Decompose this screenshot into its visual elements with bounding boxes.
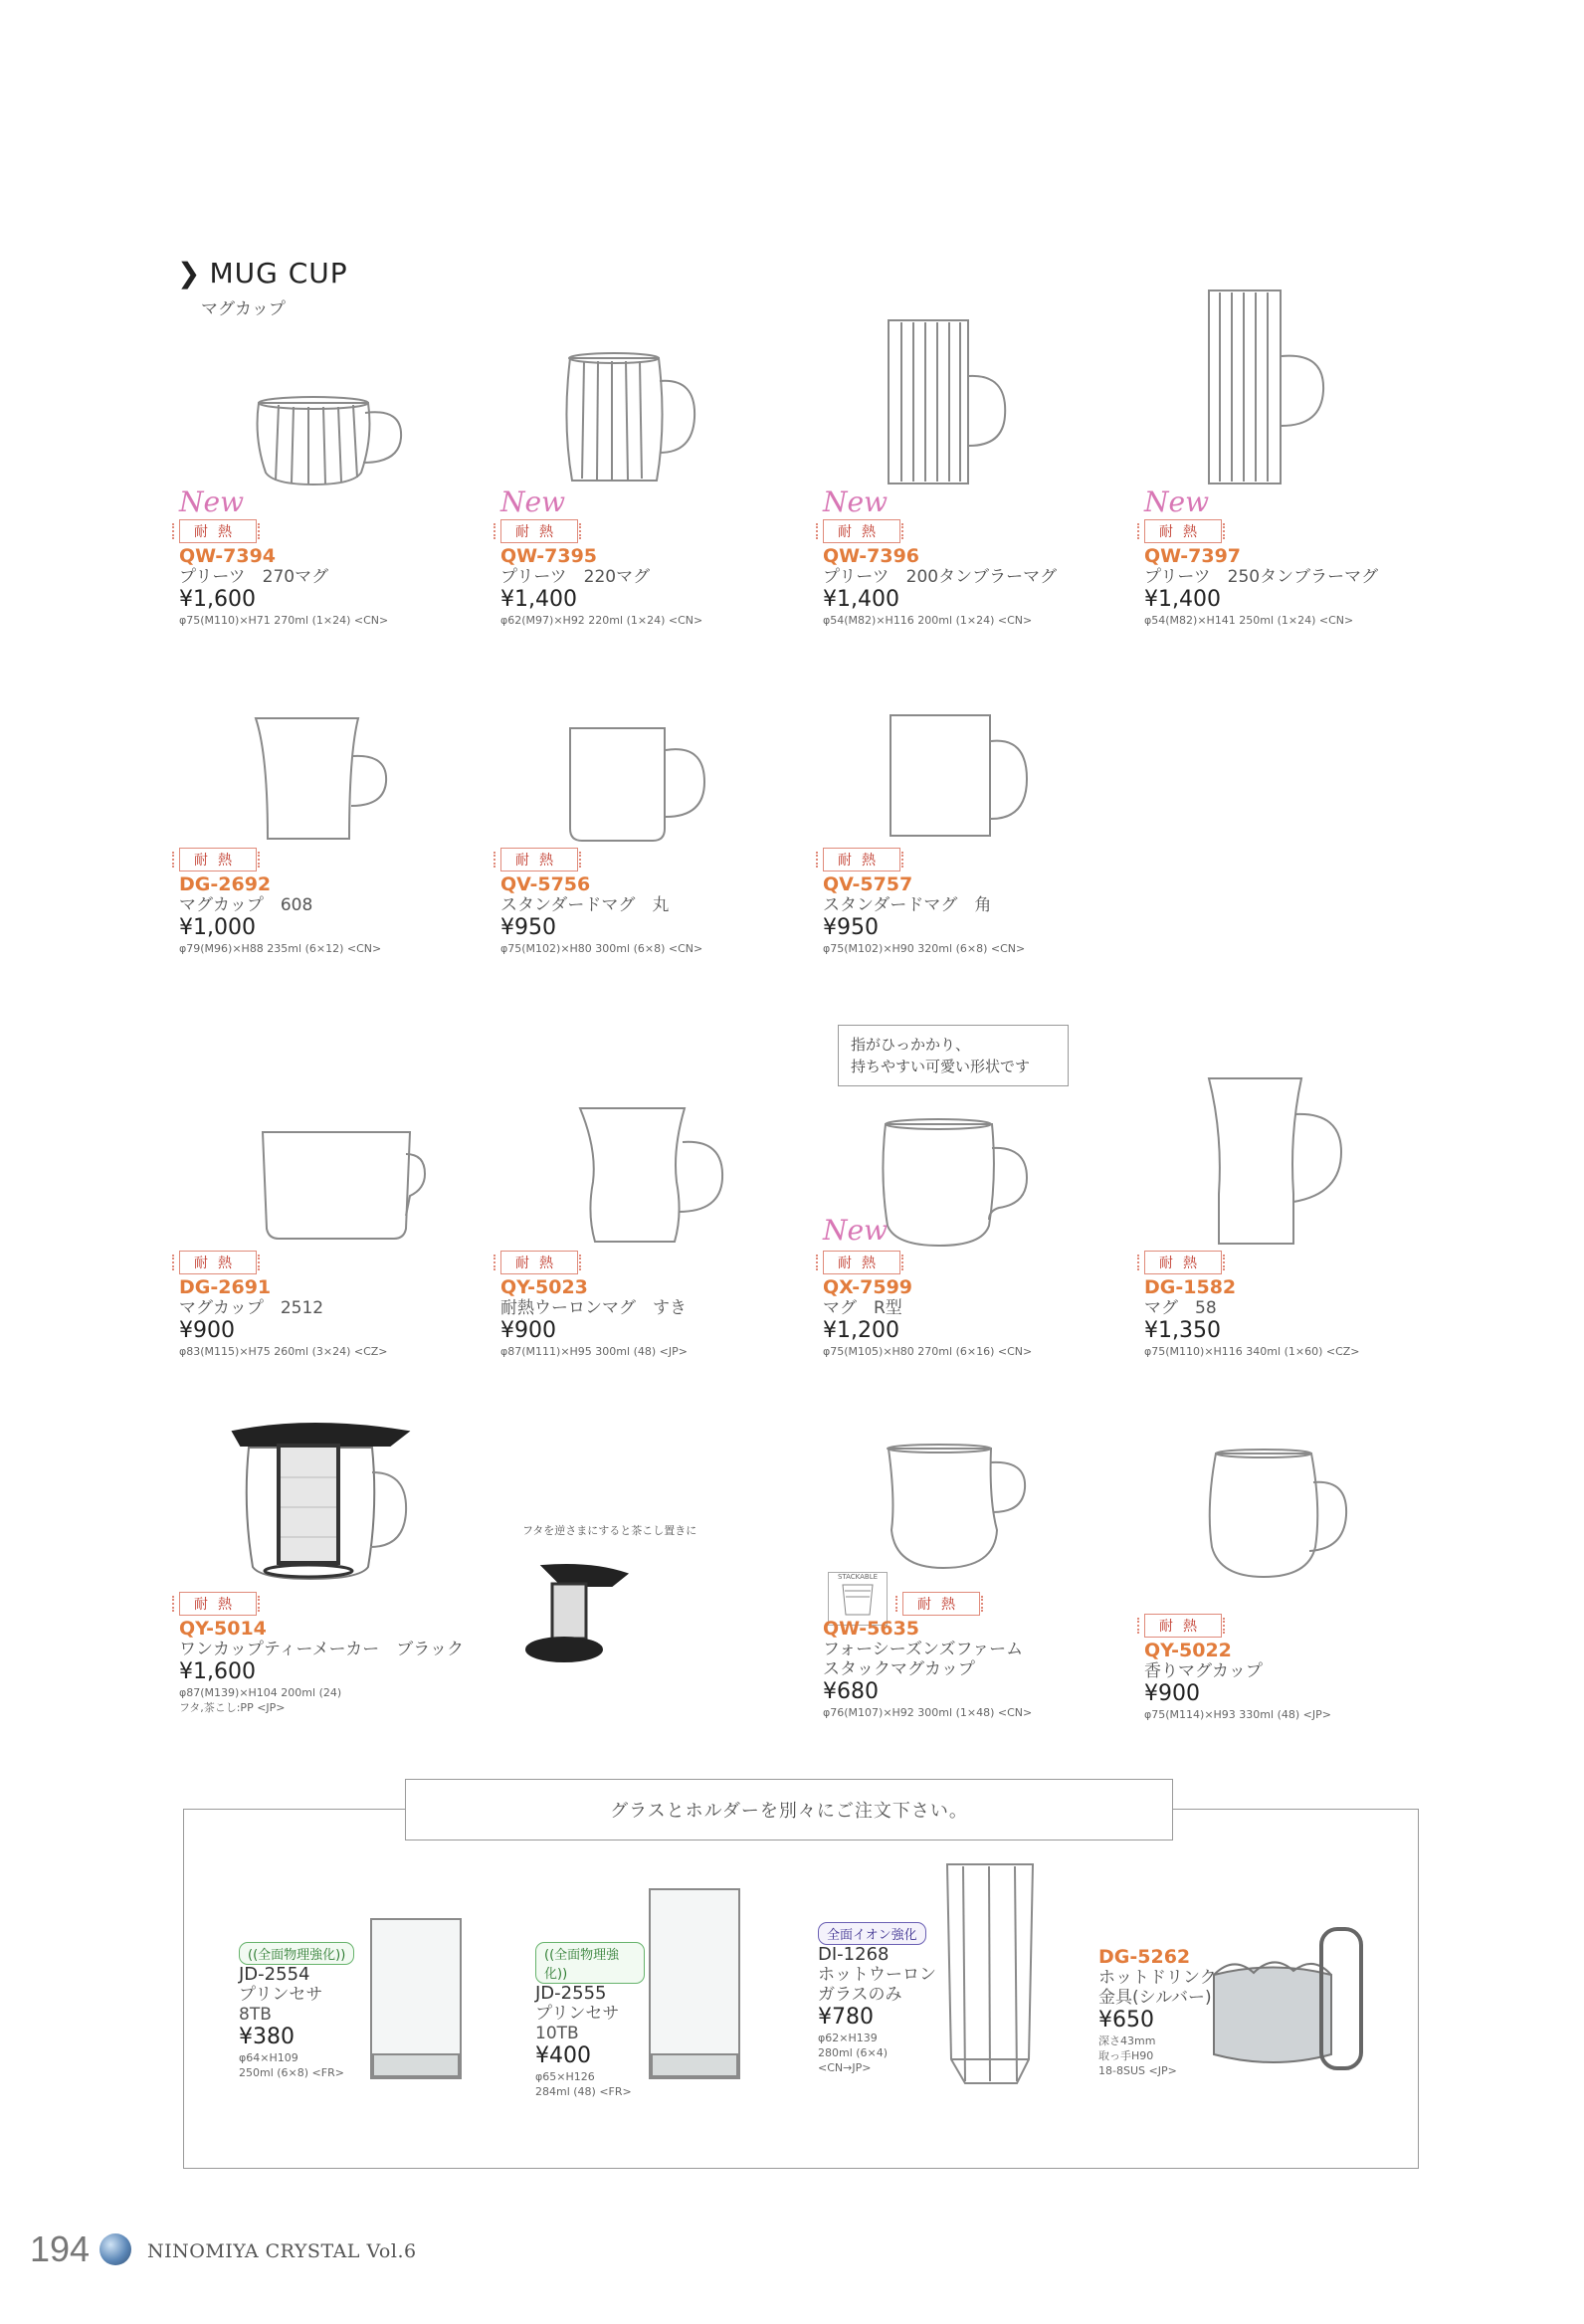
product-spec: φ83(M115)×H75 260ml (3×24) <CZ> — [179, 1345, 388, 1358]
product-price: ¥950 — [500, 915, 556, 940]
bottom-product-card — [1098, 1946, 1218, 2078]
product-price: ¥1,400 — [1144, 587, 1221, 612]
heat-resistant-badge: 耐熱 — [823, 848, 900, 872]
product-code: QX-7599 — [823, 1276, 913, 1298]
product-price: ¥1,350 — [1144, 1318, 1221, 1343]
product-card — [823, 1590, 1121, 1720]
new-badge: New — [179, 485, 245, 518]
heat-resistant-badge: 耐熱 — [179, 519, 257, 543]
heat-resistant-badge: 耐熱 — [179, 1592, 257, 1616]
product-card — [823, 846, 1121, 956]
product-spec: 取っ手H90 — [1098, 2049, 1154, 2062]
bottom-product-card — [535, 1942, 645, 2099]
product-code: DG-5262 — [1098, 1946, 1191, 1968]
lid-note: フタを逆さまにすると茶こし置きに — [522, 1524, 697, 1537]
product-card — [500, 846, 799, 956]
product-spec: φ62×H139 — [818, 2032, 878, 2044]
product-price: ¥380 — [239, 2025, 295, 2049]
globe-icon — [99, 2233, 131, 2265]
glass-image-qw-7394 — [254, 383, 413, 487]
product-spec: φ75(M105)×H80 270ml (6×16) <CN> — [823, 1345, 1033, 1358]
heat-resistant-badge: 耐熱 — [1144, 519, 1222, 543]
product-price: ¥900 — [1144, 1681, 1200, 1706]
product-code: JD-2555 — [535, 1983, 607, 2004]
product-spec: φ62(M97)×H92 220ml (1×24) <CN> — [500, 614, 703, 627]
product-code: QW-7396 — [823, 545, 920, 567]
product-spec: φ65×H126 — [535, 2070, 595, 2083]
product-spec: 280ml (6×4) — [818, 2046, 889, 2059]
strengthened-badge: ((全面物理強化)) — [535, 1942, 645, 1984]
product-name: スタックマグカップ — [823, 1659, 975, 1679]
new-badge: New — [500, 485, 566, 518]
feature-note-box: 指がひっかかり、 持ちやすい可愛い形状です — [838, 1025, 1069, 1086]
product-name: 香りマグカップ — [1144, 1661, 1263, 1681]
glass-image-qv-5756 — [565, 724, 714, 844]
product-card — [1144, 1612, 1443, 1722]
product-code: QY-5022 — [1144, 1640, 1232, 1661]
product-spec: <CN→JP> — [818, 2061, 872, 2074]
heat-resistant-badge: 耐熱 — [500, 1251, 578, 1274]
product-spec: φ75(M102)×H80 300ml (6×8) <CN> — [500, 942, 703, 955]
product-code: QY-5014 — [179, 1618, 267, 1640]
product-name: 8TB — [239, 2005, 272, 2025]
product-code: DG-2691 — [179, 1276, 272, 1298]
product-price: ¥780 — [818, 2005, 874, 2030]
product-code: QV-5756 — [500, 873, 591, 895]
product-code: QV-5757 — [823, 873, 913, 895]
new-badge: New — [823, 485, 889, 518]
product-card — [179, 487, 478, 628]
product-name: プリーツ 250タンブラーマグ — [1144, 567, 1379, 587]
holder-set-header: グラスとホルダーを別々にご注文下さい。 — [405, 1779, 1173, 1840]
product-name: マグカップ 2512 — [179, 1298, 324, 1318]
product-name: スタンダードマグ 丸 — [500, 895, 670, 915]
heat-resistant-badge: 耐熱 — [1144, 1251, 1222, 1274]
product-spec: φ87(M139)×H104 200ml (24) — [179, 1686, 342, 1699]
product-card — [823, 1249, 1121, 1359]
bottom-product-card — [239, 1942, 368, 2080]
product-name: スタンダードマグ 角 — [823, 895, 992, 915]
glass-image-qw-7397 — [1204, 287, 1333, 487]
product-code: QW-7395 — [500, 545, 598, 567]
product-name: プリーツ 270マグ — [179, 567, 329, 587]
product-name: 10TB — [535, 2024, 579, 2043]
product-name: 金具(シルバー) — [1098, 1988, 1212, 2008]
page-number: 194 — [30, 2228, 91, 2269]
product-spec: 深さ43mm — [1098, 2034, 1156, 2047]
product-code: QY-5023 — [500, 1276, 588, 1298]
section-subtitle: マグカップ — [201, 299, 286, 319]
product-spec: φ79(M96)×H88 235ml (6×12) <CN> — [179, 942, 382, 955]
product-name: 耐熱ウーロンマグ すき — [500, 1298, 687, 1318]
catalog-title: NINOMIYA CRYSTAL Vol.6 — [147, 2240, 417, 2262]
product-name: ワンカップティーメーカー ブラック — [179, 1640, 464, 1659]
product-spec: φ87(M111)×H95 300ml (48) <JP> — [500, 1345, 688, 1358]
tea-strainer-image — [522, 1562, 632, 1666]
product-card — [179, 1590, 478, 1715]
product-name: ホットドリンク — [1098, 1968, 1217, 1988]
heat-resistant-badge: 耐熱 — [179, 848, 257, 872]
glass-image-qx-7599 — [878, 1116, 1037, 1251]
glass-image-dg-2691 — [261, 1124, 430, 1244]
product-name: ホットウーロン — [818, 1965, 936, 1985]
glass-image-dg-1582 — [1204, 1074, 1353, 1249]
product-card — [1144, 487, 1443, 628]
product-code: DG-2692 — [179, 873, 272, 895]
glass-image-qw-5635 — [884, 1441, 1033, 1572]
product-spec: 250ml (6×8) <FR> — [239, 2066, 344, 2079]
glass-image-jd-2554 — [368, 1915, 468, 2084]
product-spec: φ54(M82)×H141 250ml (1×24) <CN> — [1144, 614, 1354, 627]
product-price: ¥1,400 — [500, 587, 577, 612]
product-spec: φ75(M102)×H90 320ml (6×8) <CN> — [823, 942, 1026, 955]
stackable-icon: STACKABLE — [828, 1572, 888, 1626]
glass-image-qw-7395 — [562, 353, 701, 487]
product-name: マグ R型 — [823, 1298, 902, 1318]
product-code: QW-7394 — [179, 545, 277, 567]
product-name: プリーツ 220マグ — [500, 567, 651, 587]
product-price: ¥1,600 — [179, 587, 256, 612]
product-price: ¥680 — [823, 1679, 879, 1704]
glass-image-qy-5023 — [575, 1104, 734, 1246]
product-name: マグ 58 — [1144, 1298, 1217, 1318]
glass-image-di-1268 — [943, 1860, 1038, 2087]
product-code: DG-1582 — [1144, 1276, 1237, 1298]
product-card — [179, 1249, 478, 1359]
product-card — [823, 487, 1121, 628]
section-title: ❯ MUG CUP — [177, 257, 348, 290]
product-card — [500, 1249, 799, 1359]
product-code: DI-1268 — [818, 1944, 890, 1965]
product-spec: φ76(M107)×H92 300ml (1×48) <CN> — [823, 1706, 1033, 1719]
heat-resistant-badge: 耐熱 — [823, 519, 900, 543]
product-spec: φ64×H109 — [239, 2051, 298, 2064]
product-price: ¥1,600 — [179, 1659, 256, 1684]
chevron-right-icon: ❯ — [177, 257, 202, 290]
glass-image-qv-5757 — [886, 711, 1035, 844]
glass-image-qy-5022 — [1204, 1448, 1363, 1582]
product-price: ¥1,200 — [823, 1318, 899, 1343]
new-badge: New — [1144, 485, 1210, 518]
product-card — [179, 846, 478, 956]
product-code: QW-7397 — [1144, 545, 1242, 567]
tea-maker-image-qy-5014 — [231, 1418, 415, 1582]
heat-resistant-badge: 耐熱 — [500, 519, 578, 543]
product-name: マグカップ 608 — [179, 895, 313, 915]
product-spec: φ75(M110)×H71 270ml (1×24) <CN> — [179, 614, 389, 627]
product-spec: 284ml (48) <FR> — [535, 2085, 632, 2098]
product-card — [500, 487, 799, 628]
product-name: プリーツ 200タンブラーマグ — [823, 567, 1058, 587]
product-card — [1144, 1249, 1443, 1359]
product-name: ガラスのみ — [818, 1985, 902, 2005]
strengthened-badge: ((全面物理強化)) — [239, 1942, 354, 1965]
product-price: ¥950 — [823, 915, 879, 940]
product-spec: φ54(M82)×H116 200ml (1×24) <CN> — [823, 614, 1033, 627]
new-badge: New — [823, 1214, 889, 1247]
product-price: ¥650 — [1098, 2008, 1154, 2033]
product-spec: 18-8SUS <JP> — [1098, 2064, 1177, 2077]
heat-resistant-badge: 耐熱 — [179, 1251, 257, 1274]
product-price: ¥900 — [179, 1318, 235, 1343]
product-price: ¥400 — [535, 2043, 591, 2068]
product-price: ¥1,400 — [823, 587, 899, 612]
product-price: ¥1,000 — [179, 915, 256, 940]
glass-image-dg-2692 — [254, 714, 393, 844]
product-spec: φ75(M110)×H116 340ml (1×60) <CZ> — [1144, 1345, 1360, 1358]
product-price: ¥900 — [500, 1318, 556, 1343]
product-code: JD-2554 — [239, 1964, 310, 1985]
bottom-product-card — [818, 1922, 942, 2075]
product-name: プリンセサ — [535, 2004, 620, 2024]
heat-resistant-badge: 耐熱 — [902, 1592, 980, 1616]
ion-strengthened-badge: 全面イオン強化 — [818, 1922, 926, 1945]
product-code: QW-5635 — [823, 1618, 920, 1640]
heat-resistant-badge: 耐熱 — [500, 848, 578, 872]
product-spec: φ75(M114)×H93 330ml (48) <JP> — [1144, 1708, 1331, 1721]
product-name: フォーシーズンズファーム — [823, 1640, 1024, 1659]
product-name: プリンセサ — [239, 1985, 323, 2005]
product-spec: フタ,茶こし:PP <JP> — [179, 1701, 286, 1714]
glass-image-qw-7396 — [884, 316, 1013, 487]
glass-image-jd-2555 — [647, 1885, 746, 2084]
heat-resistant-badge: 耐熱 — [823, 1251, 900, 1274]
holder-image-dg-5262 — [1204, 1925, 1373, 2074]
heat-resistant-badge: 耐熱 — [1144, 1614, 1222, 1638]
